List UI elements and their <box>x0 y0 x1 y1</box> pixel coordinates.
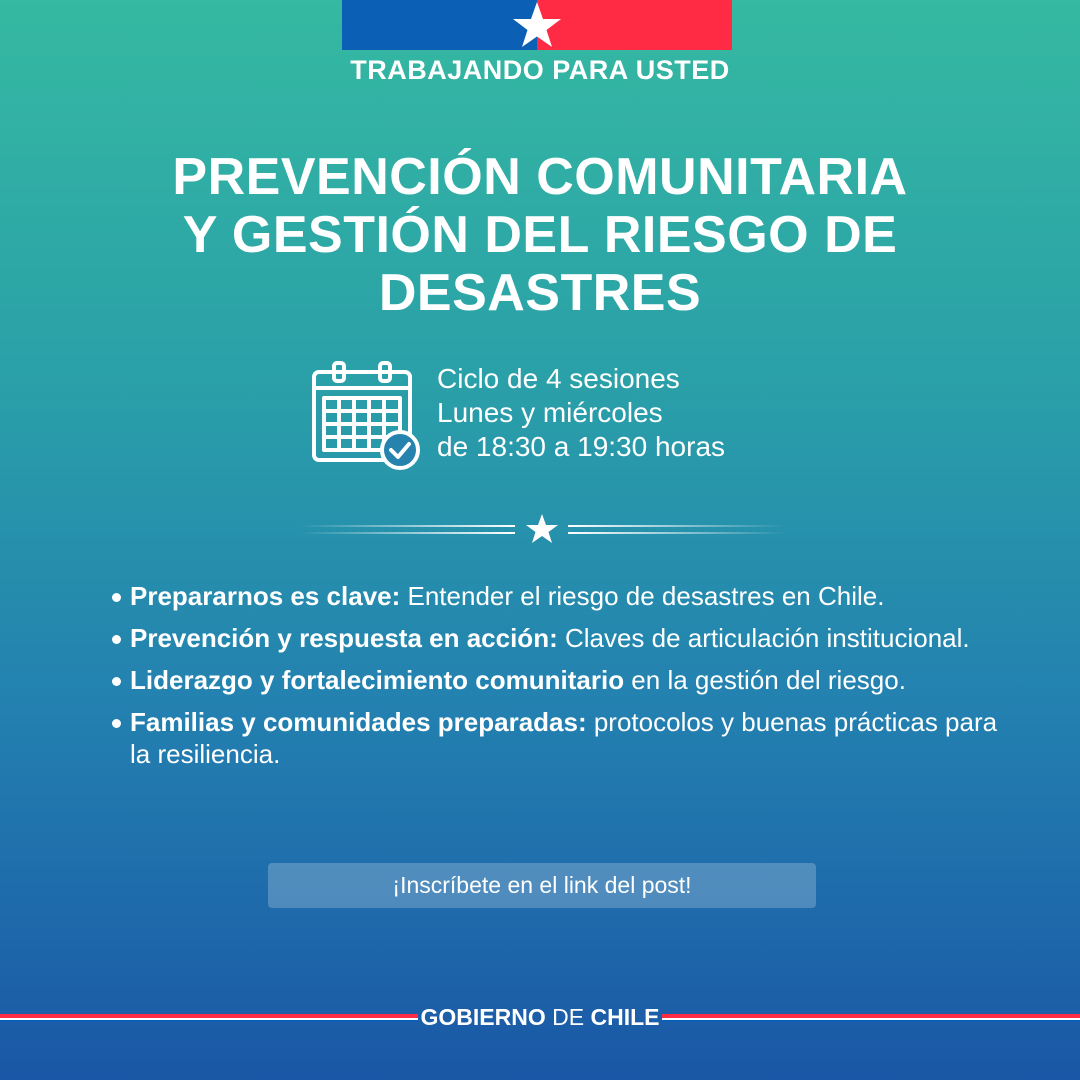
government-brand <box>418 1004 662 1031</box>
topic-heading: Prevención y respuesta en acción: <box>130 623 558 653</box>
bullet-dot-icon <box>112 593 121 602</box>
star-divider <box>300 510 785 550</box>
list-item <box>108 664 1008 696</box>
bullet-dot-icon <box>112 719 121 728</box>
topic-description: Entender el riesgo de desastres en Chile. <box>400 581 885 611</box>
topic-description: Claves de articulación institucional. <box>557 623 970 653</box>
footer-stripe-left <box>0 1014 418 1022</box>
chile-flag-logo <box>342 0 732 50</box>
brand-word-3: CHILE <box>590 1004 660 1030</box>
flag-red-block <box>537 0 732 50</box>
bullet-dot-icon <box>112 677 121 686</box>
tagline: TRABAJANDO PARA USTED <box>350 55 730 85</box>
topic-heading: Familias y comunidades preparadas: <box>130 707 587 737</box>
list-item <box>108 706 1008 770</box>
topic-heading: Liderazgo y fortalecimiento comunitario <box>130 665 625 695</box>
title-line-2: Y GESTIÓN DEL RIESGO DE <box>182 206 898 264</box>
calendar-check-icon <box>310 360 422 472</box>
signup-cta-button[interactable]: ¡Inscríbete en el link del post! <box>268 863 816 908</box>
schedule-hours: de 18:30 a 19:30 horas <box>437 431 726 462</box>
title-line-1: PREVENCIÓN COMUNITARIA <box>172 148 908 206</box>
topic-list <box>108 580 1008 780</box>
title-line-3: DESASTRES <box>378 264 702 322</box>
topic-heading: Prepararnos es clave: <box>130 581 401 611</box>
bullet-dot-icon <box>112 635 121 644</box>
list-item <box>108 622 1008 654</box>
topic-description: en la gestión del riesgo. <box>624 665 906 695</box>
schedule-sessions: Ciclo de 4 sesiones <box>437 363 680 394</box>
schedule-text <box>437 362 725 464</box>
flag-star-icon <box>512 1 562 49</box>
list-item <box>108 580 1008 612</box>
star-icon <box>526 514 558 543</box>
flag-blue-block <box>342 0 537 50</box>
topic-description: protocolos y buenas prácticas para la resiliencia. <box>130 707 998 769</box>
footer-stripe-right <box>662 1014 1080 1022</box>
brand-word-2: DE <box>552 1004 585 1030</box>
schedule-days: Lunes y miércoles <box>437 397 663 428</box>
footer <box>0 1000 1080 1040</box>
page-title <box>100 148 980 322</box>
schedule-block <box>310 360 810 480</box>
brand-word-1: GOBIERNO <box>420 1004 546 1030</box>
